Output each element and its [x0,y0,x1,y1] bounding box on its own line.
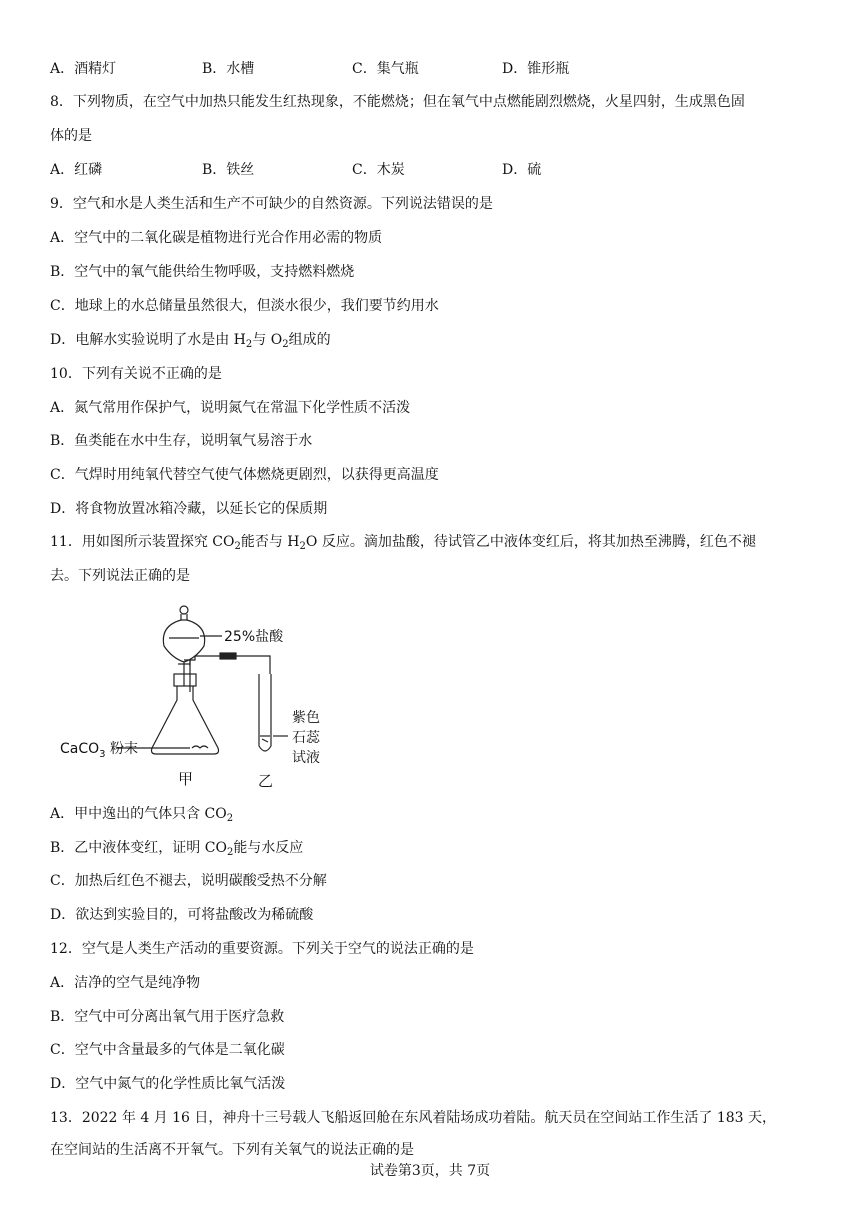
q12-option-b: B．空气中可分离出氧气用于医疗急救 [50,1009,285,1025]
q10-option-a: A．氮气常用作保护气，说明氮气在常温下化学性质不活泼 [50,400,411,416]
q11-option-a: A．甲中逸出的气体只含 $CO_2$ [50,806,234,824]
q12-option-d: D．空气中氮气的化学性质比氧气活泼 [50,1076,286,1092]
q12-option-c: C．空气中含量最多的气体是二氧化碳 [50,1042,285,1058]
q10-stem: 10．下列有关说不正确的是 [50,366,222,382]
q8-stem-line2: 体的是 [50,128,92,144]
q11-option-d: D．欲达到实验目的，可将盐酸改为稀硫酸 [50,907,314,923]
q12-stem: 12．空气是人类生产活动的重要资源。下列关于空气的说法正确的是 [50,941,474,957]
experiment-apparatus-figure [60,596,360,796]
q10-option-d: D．将食物放置冰箱冷藏，以延长它的保质期 [50,501,328,517]
q13-stem-line1: 13．2022 年 4 月 16 日，神舟十三号载人飞船返回舱在东风着陆场成功着陆。航天员在空间站工作生活了 183 天， [50,1110,777,1126]
page-footer: 试卷第3页，共 7页 [369,1163,491,1179]
q7-option-d: D．锥形瓶 [502,61,570,77]
funnel-neck [181,614,187,620]
q9-option-b: B．空气中的氧气能供给生物呼吸，支持燃料燃烧 [50,264,355,280]
conical-flask [152,686,219,754]
flask-stopper [174,674,196,686]
q8-options [50,160,830,180]
q9-option-a: A．空气中的二氧化碳是植物进行光合作用必需的物质 [50,230,383,246]
q13-stem-line2: 在空间站的生活离不开氧气。下列有关氧气的说法正确的是 [50,1142,414,1158]
q7-options [50,59,830,79]
q7-option-b: B．水槽 [202,61,255,77]
q7-option-a: A．酒精灯 [50,61,117,77]
q11-option-c: C．加热后红色不褪去，说明碳酸受热不分解 [50,873,327,889]
q9-stem: 9．空气和水是人类生活和生产不可缺少的自然资源。下列说法错误的是 [50,196,493,212]
q11-stem-line1: 11．用如图所示装置探究 $CO_2$能否与 $H_2O$ 反应。滴加盐酸，待试管乙中液体变红后，将其加热至沸腾，红色不褪 [50,534,756,552]
q9-option-c: C．地球上的水总储量虽然很大，但淡水很少，我们要节约用水 [50,298,439,314]
q11-stem-line2: 去。下列说法正确的是 [50,568,190,584]
flask-label-jia: 甲 [178,770,194,788]
caco3-powder [192,746,208,748]
q11-option-b: B．乙中液体变红，证明 $CO_2$能与水反应 [50,840,304,858]
litmus-label-line1: 紫色 [292,710,320,726]
rubber-connector [220,653,236,659]
q8-option-d: D．硫 [502,162,542,178]
test-tube [259,674,271,751]
q10-option-b: B．鱼类能在水中生存，说明氧气易溶于水 [50,433,313,449]
q8-option-a: A．红磷 [50,162,103,178]
q9-option-d: D．电解水实验说明了水是由 $H_2$与 $O_2$组成的 [50,332,331,350]
q7-option-c: C．集气瓶 [352,61,419,77]
litmus-label-line2: 石蕊 [292,730,320,746]
q8-stem-line1: 8．下列物质，在空气中加热只能发生红热现象，不能燃烧；但在氧气中点燃能剧烈燃烧，火星四射，生成黑色固 [50,94,745,110]
q12-option-a: A．洁净的空气是纯净物 [50,975,201,991]
q10-option-c: C．气焊时用纯氧代替空气使气体燃烧更剧烈，以获得更高温度 [50,467,439,483]
q8-option-b: B．铁丝 [202,162,255,178]
funnel-stopper [180,606,188,614]
litmus-label-line3: 试液 [292,750,320,766]
tube-label-yi: 乙 [258,772,274,790]
q8-option-c: C．木炭 [352,162,405,178]
powder-label: CaCO$_3$ 粉末 [60,741,138,760]
acid-label: 25%盐酸 [224,629,284,645]
